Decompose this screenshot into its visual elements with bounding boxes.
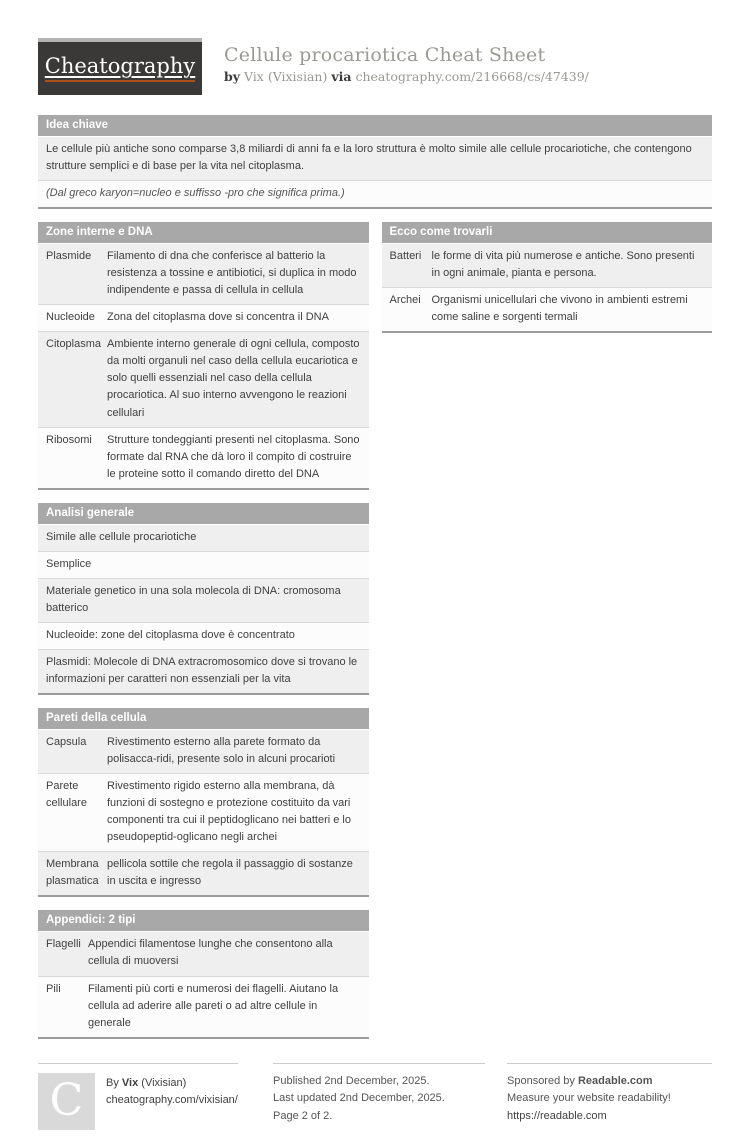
section-analisi-generale xyxy=(38,503,369,695)
term-cell: Parete cellulare xyxy=(46,780,87,810)
footer xyxy=(38,1063,712,1130)
footer-by-label: By xyxy=(106,1076,119,1089)
term-cell: Archei xyxy=(389,294,421,307)
description-cell: Appendici filamentose lunghe che consentono alla cellula di muoversi xyxy=(88,938,333,968)
section-pareti-cellula xyxy=(38,708,369,897)
description-cell: pellicola sottile che regola il passaggio di sostanze in uscita e ingresso xyxy=(107,858,353,888)
avatar[interactable]: C xyxy=(38,1073,95,1130)
list-item: Semplice xyxy=(38,551,369,578)
table-row xyxy=(38,427,369,488)
term-cell: Ribosomi xyxy=(46,433,92,446)
masthead xyxy=(38,38,712,95)
term-cell: Capsula xyxy=(46,736,87,749)
term-cell: Nucleoide xyxy=(46,311,95,324)
sponsor-prefix: Sponsored by xyxy=(507,1074,575,1087)
sponsor-line xyxy=(507,1073,712,1091)
byline xyxy=(224,69,589,84)
term-cell: Batteri xyxy=(389,250,422,263)
section-ecco-come-trovarli-header: Ecco come trovarli xyxy=(382,222,713,243)
cheatography-logo[interactable] xyxy=(38,38,202,95)
description-cell: Strutture tondeggianti presenti nel citoplasma. Sono formate dal RNA che dà loro il compito di costruire le proteine sotto il comando diretto del DNA xyxy=(107,433,360,480)
description-cell: le forme di vita più numerose e antiche. Sono presenti in ogni animale, pianta e persona. xyxy=(431,250,695,280)
content-columns xyxy=(38,222,712,1052)
footer-author-block xyxy=(38,1063,238,1130)
table-row xyxy=(38,851,369,895)
footer-author-line xyxy=(106,1075,238,1093)
description-cell: Filamento di dna che conferisce al batterio la resistenza a tossine e antibiotici, si duplica in modo indipendente e passa di cellula in cellula xyxy=(107,250,357,297)
description-cell: Ambiente interno generale di ogni cellula, composto da molti organuli nel caso della cellula eucariotica e solo quelli essenziali nel caso della cellula procariotica. Al suo interno avvengono le reazioni cellulari xyxy=(107,338,360,419)
table-row xyxy=(38,244,369,304)
byline-via-label: via xyxy=(331,69,352,84)
term-cell: Citoplasma xyxy=(46,338,102,351)
idea-chiave-paragraph: Le cellule più antiche sono comparse 3,8 miliardi di anni fa e la loro struttura è molto simile alle cellule procariotiche, che contengono strutture semplici e di base per la vita nel citoplasma. xyxy=(38,137,712,180)
description-cell: Organismi unicellulari che vivono in ambienti estremi come saline e sorgenti termali xyxy=(431,294,688,324)
section-zone-interne xyxy=(38,222,369,490)
section-appendici xyxy=(38,910,369,1038)
table-row xyxy=(38,976,369,1037)
table-row xyxy=(382,287,713,331)
section-zone-interne-header: Zone interne e DNA xyxy=(38,222,369,243)
term-cell: Pili xyxy=(46,982,61,995)
footer-author-name: Vix xyxy=(121,1076,139,1089)
table-row xyxy=(38,730,369,773)
last-updated-date: Last updated 2nd December, 2025. xyxy=(273,1092,445,1105)
section-appendici-header: Appendici: 2 tipi xyxy=(38,910,369,931)
section-idea-chiave xyxy=(38,115,712,209)
list-item: Simile alle cellule procariotiche xyxy=(38,525,369,551)
description-cell: Rivestimento esterno alla parete formato da polisacca-ridi, presente solo in alcuni procarioti xyxy=(107,736,336,766)
list-item: Plasmidi: Molecole di DNA extracromosomico dove si trovano le informazioni per caratteri non essenziali per la vita xyxy=(38,649,369,693)
page-title: Cellule procariotica Cheat Sheet xyxy=(224,44,546,66)
term-cell: Plasmide xyxy=(46,250,92,263)
idea-chiave-etymology-note: (Dal greco karyon=nucleo e suffisso -pro che significa prima.) xyxy=(38,180,712,207)
page-number: Page 2 of 2. xyxy=(273,1109,333,1122)
published-date: Published 2nd December, 2025. xyxy=(273,1074,430,1087)
description-cell: Zona del citoplasma dove si concentra il DNA xyxy=(107,311,329,324)
author-link[interactable]: Vix (Vixisian) xyxy=(244,69,328,84)
list-item: Materiale genetico in una sola molecola di DNA: cromosoma batterico xyxy=(38,578,369,622)
section-idea-chiave-header: Idea chiave xyxy=(38,115,712,136)
term-cell: Membrana plasmatica xyxy=(46,858,99,888)
title-block xyxy=(224,38,589,84)
table-row xyxy=(38,304,369,331)
section-analisi-generale-header: Analisi generale xyxy=(38,503,369,524)
table-row xyxy=(38,932,369,975)
right-column xyxy=(382,222,713,346)
term-cell: Flagelli xyxy=(46,938,81,951)
source-url-link[interactable]: cheatography.com/216668/cs/47439/ xyxy=(355,69,589,84)
table-row xyxy=(38,773,369,851)
sponsor-url-link[interactable]: https://readable.com xyxy=(507,1109,607,1122)
cheatography-logo-text: Cheatography xyxy=(45,55,195,81)
table-row xyxy=(38,331,369,426)
footer-profile-link[interactable]: cheatography.com/vixisian/ xyxy=(106,1094,238,1107)
description-cell: Rivestimento rigido esterno alla membrana, dà funzioni di sostegno e protezione costituito da vari componenti tra cui il peptidoglicano nei batteri e lo pseudopeptid-oglicano negli archei xyxy=(107,780,351,844)
byline-by-label: by xyxy=(224,69,241,84)
footer-publish-block xyxy=(273,1063,485,1130)
footer-sponsor-block xyxy=(507,1063,712,1130)
description-cell: Filamenti più corti e numerosi dei flagelli. Aiutano la cellula ad aderire alle pareti o ad altre cellule in generale xyxy=(88,982,339,1029)
sponsor-name: Readable.com xyxy=(577,1074,653,1087)
section-ecco-come-trovarli xyxy=(382,222,713,333)
footer-author-handle: (Vixisian) xyxy=(141,1076,187,1089)
list-item: Nucleoide: zone del citoplasma dove è concentrato xyxy=(38,622,369,649)
table-row xyxy=(382,244,713,287)
footer-author-meta xyxy=(106,1073,238,1130)
sponsor-tagline: Measure your website readability! xyxy=(507,1092,671,1105)
left-column xyxy=(38,222,369,1052)
section-pareti-cellula-header: Pareti della cellula xyxy=(38,708,369,729)
